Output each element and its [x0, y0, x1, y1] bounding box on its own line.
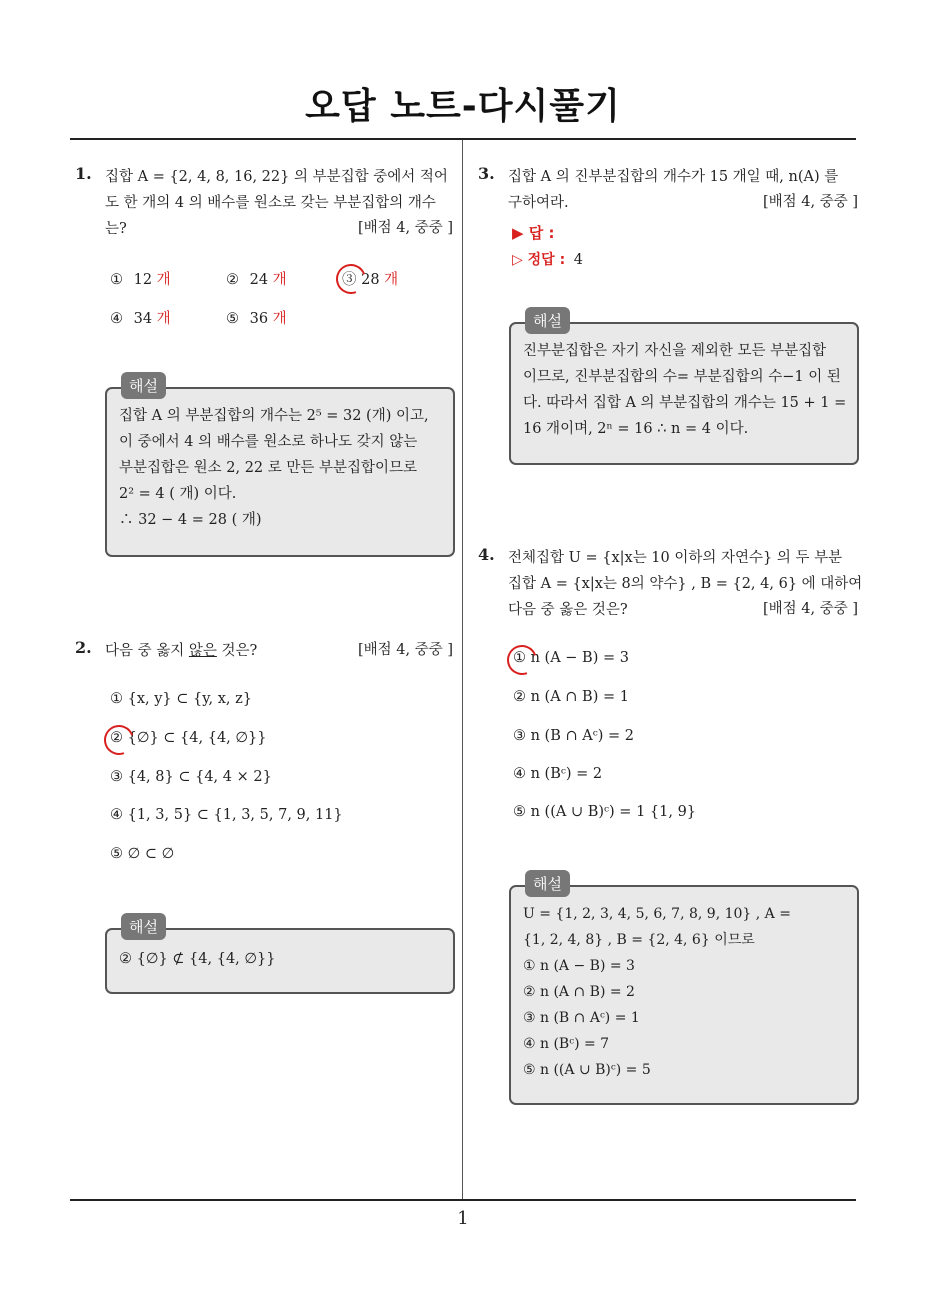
option-2[interactable]: ② n (A ∩ B) = 1	[513, 689, 629, 705]
option-value: 24	[249, 272, 269, 288]
question-text-emphasis: 않은	[188, 643, 217, 659]
page-number: 1	[457, 1208, 469, 1229]
solution-line: ④ n (Bᶜ) = 7	[523, 1036, 610, 1052]
question-line: 집합 A = {2, 4, 8, 16, 22} 의 부분집합 중에서 적어	[105, 169, 448, 185]
page-title: 오답 노트-다시풀기	[305, 86, 621, 127]
option-1[interactable]: ① n (A − B) = 3	[513, 650, 629, 666]
question-2	[75, 638, 453, 668]
answer-label: ▶ 답 :	[512, 224, 555, 242]
question-3	[478, 164, 858, 224]
selected-answer-circle	[502, 640, 542, 680]
top-divider	[70, 138, 856, 140]
question-text	[105, 638, 257, 664]
solution-line: 부분집합은 원소 2, 22 로 만든 부분집합이므로	[119, 460, 418, 476]
score-meta: [배점 4, 중중 ]	[357, 220, 453, 236]
solution-tag: 해설	[525, 307, 570, 334]
solution-line: 2² = 4 ( 개) 이다.	[119, 486, 237, 502]
selected-answer-circle	[99, 720, 139, 760]
option-5[interactable]: ⑤ n ((A ∪ B)ᶜ) = 1 {1, 9}	[513, 804, 697, 820]
option-unit: 개	[272, 272, 287, 288]
solution-line: 16 개이며, 2ⁿ = 16 ∴ n = 4 이다.	[523, 421, 749, 437]
correct-answer	[512, 249, 583, 269]
solution-line: 다. 따라서 집합 A 의 부분집합의 개수는 15 + 1 =	[523, 395, 847, 411]
option-unit: 개	[384, 272, 399, 288]
solution-line: {1, 2, 4, 8} , B = {2, 4, 6} 이므로	[523, 932, 755, 948]
option-1[interactable]	[110, 268, 171, 289]
question-text-part: 다음 중 옳지	[105, 643, 189, 659]
solution-text	[523, 901, 791, 1083]
solution-line: ① n (A − B) = 3	[523, 958, 635, 974]
score-meta: [배점 4, 중중 ]	[762, 194, 858, 210]
question-line: 전체집합 U = {x|x는 10 이하의 자연수} 의 두 부분	[508, 550, 843, 566]
option-2[interactable]: ② {∅} ⊂ {4, {4, ∅}}	[110, 730, 267, 746]
option-mark: ⑤	[226, 311, 239, 327]
solution-tag: 해설	[525, 870, 570, 897]
score-meta: [배점 4, 중중 ]	[357, 642, 453, 658]
solution-line: 진부분집합은 자기 자신을 제외한 모든 부분집합	[523, 343, 827, 359]
solution-text: ② {∅} ⊄ {4, {4, ∅}}	[119, 951, 276, 967]
option-mark: ③	[342, 272, 357, 288]
question-number: 4.	[478, 545, 495, 564]
question-number: 1.	[75, 164, 92, 183]
solution-box-3	[509, 312, 859, 465]
option-mark: ①	[110, 272, 123, 288]
solution-line: ∴ 32 − 4 = 28 ( 개)	[119, 512, 262, 528]
solution-box-1	[105, 377, 455, 557]
option-unit: 개	[156, 311, 171, 327]
question-text-part: 것은?	[216, 643, 258, 659]
option-4[interactable]: ④ {1, 3, 5} ⊂ {1, 3, 5, 7, 9, 11}	[110, 807, 343, 823]
solution-line: ③ n (B ∩ Aᶜ) = 1	[523, 1010, 640, 1026]
column-divider	[462, 140, 463, 1199]
option-1[interactable]: ① {x, y} ⊂ {y, x, z}	[110, 691, 252, 707]
option-mark: ④	[110, 311, 123, 327]
solution-tag: 해설	[121, 372, 166, 399]
score-meta: [배점 4, 중중 ]	[762, 601, 858, 617]
question-line: 구하여라.	[508, 195, 569, 211]
solution-text	[119, 403, 429, 533]
solution-line: 이 중에서 4 의 배수를 원소로 하나도 갖지 않는	[119, 434, 418, 450]
option-2[interactable]	[226, 268, 287, 289]
option-unit: 개	[156, 272, 171, 288]
question-line: 집합 A 의 진부분집합의 개수가 15 개일 때, n(A) 를	[508, 169, 839, 185]
selected-answer-circle	[331, 259, 371, 299]
question-1	[75, 164, 453, 254]
solution-line: 이므로, 진부분집합의 수= 부분집합의 수−1 이 된	[523, 369, 841, 385]
option-3[interactable]: ③ n (B ∩ Aᶜ) = 2	[513, 728, 634, 744]
option-value: 12	[133, 272, 153, 288]
option-value: 36	[249, 311, 269, 327]
solution-text	[523, 338, 846, 442]
option-3[interactable]: ③ {4, 8} ⊂ {4, 4 × 2}	[110, 769, 272, 785]
option-5[interactable]	[226, 307, 287, 328]
option-4[interactable]: ④ n (Bᶜ) = 2	[513, 766, 603, 782]
solution-box-2	[105, 918, 455, 994]
question-line: 다음 중 옳은 것은?	[508, 602, 628, 618]
question-number: 2.	[75, 638, 92, 657]
solution-box-4	[509, 875, 859, 1105]
question-4	[478, 545, 863, 625]
solution-line: U = {1, 2, 3, 4, 5, 6, 7, 8, 9, 10} , A =	[523, 906, 791, 922]
question-line: 는?	[105, 221, 127, 237]
solution-line: ⑤ n ((A ∪ B)ᶜ) = 5	[523, 1062, 651, 1078]
solution-line: ② n (A ∩ B) = 2	[523, 984, 635, 1000]
option-4[interactable]	[110, 307, 171, 328]
question-line: 도 한 개의 4 의 배수를 원소로 갖는 부분집합의 개수	[105, 195, 436, 211]
solution-line: 집합 A 의 부분집합의 개수는 2⁵ = 32 (개) 이고,	[119, 408, 429, 424]
option-value: 28	[361, 272, 380, 288]
option-value: 34	[133, 311, 153, 327]
option-mark: ②	[226, 272, 239, 288]
option-unit: 개	[272, 311, 287, 327]
solution-tag: 해설	[121, 913, 166, 940]
question-line: 집합 A = {x|x는 8의 약수} , B = {2, 4, 6} 에 대하여	[508, 576, 863, 592]
question-number: 3.	[478, 164, 495, 183]
bottom-divider	[70, 1199, 856, 1201]
correct-answer-value: 4	[573, 252, 584, 268]
option-5[interactable]: ⑤ ∅ ⊂ ∅	[110, 846, 175, 862]
correct-answer-label: ▷ 정답 :	[512, 252, 566, 268]
